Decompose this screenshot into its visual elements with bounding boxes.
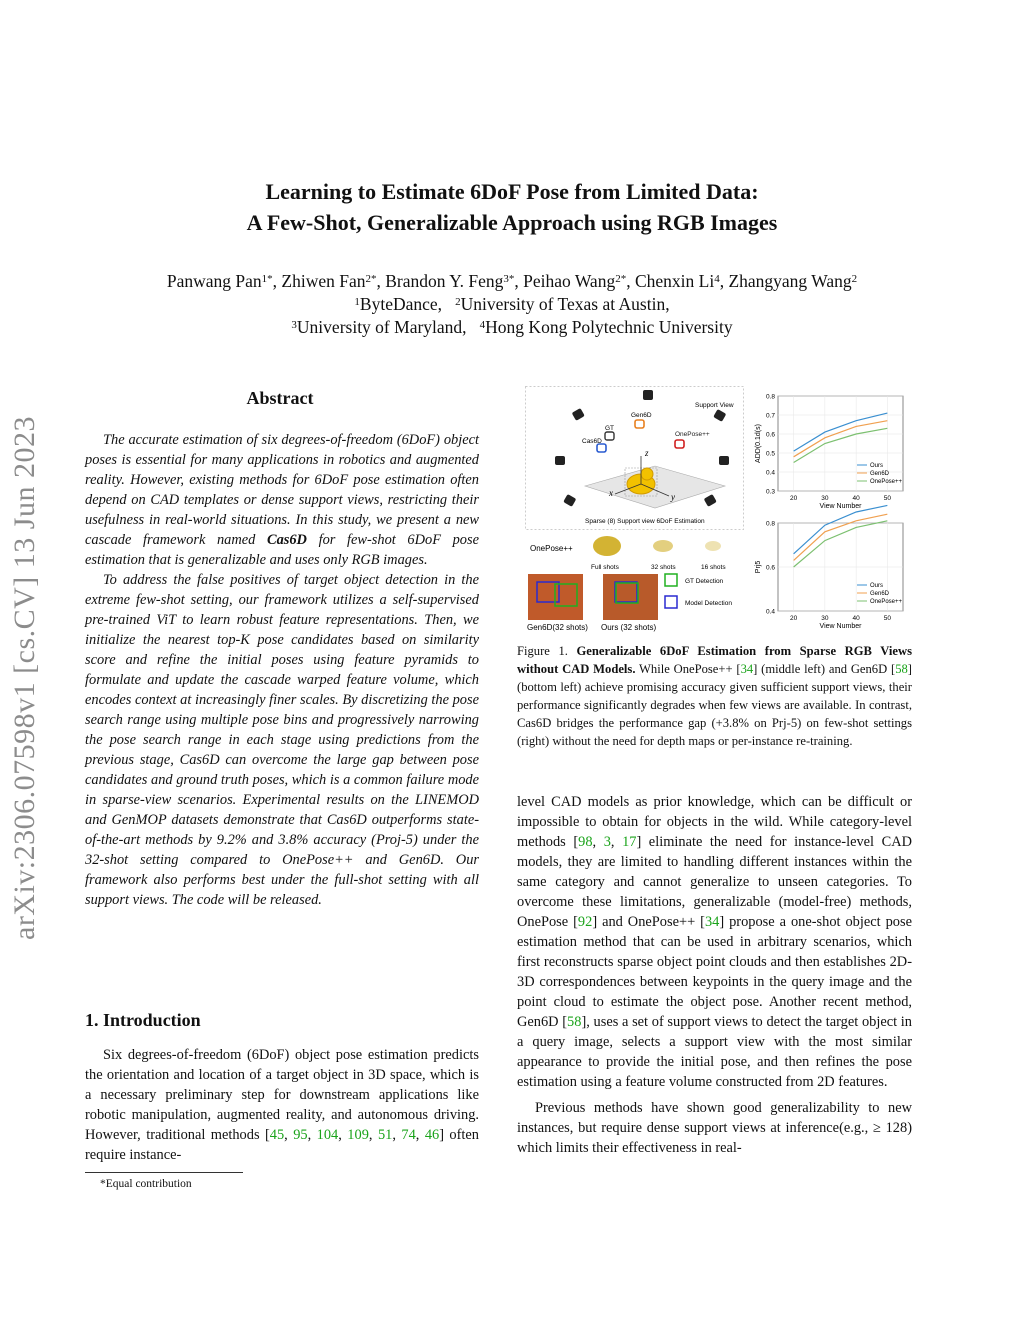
author-sup: 2* — [615, 273, 627, 285]
y-tick-label: 0.3 — [765, 488, 775, 496]
citation-link[interactable]: 98 — [578, 834, 593, 850]
camera-icon — [719, 456, 729, 465]
x-axis-label: View Number — [819, 623, 862, 630]
gen6d-label: Gen6D — [631, 412, 652, 419]
text: Six degrees-of-freedom (6DoF) object pose estimation predicts the orientation and location of a target object in 3D space, which is a necessary preliminary step for downstream applications like robotic manipulation, augmented reality, and autonomous driving. However, traditional methods [ — [85, 1047, 479, 1143]
y-tick-label: 0.6 — [765, 564, 775, 572]
citation-link[interactable]: 58 — [567, 1014, 582, 1030]
citation-link[interactable]: 46 — [424, 1127, 440, 1143]
abstract-paragraph-2: To address the false positives of target object detection in the extreme few-shot setting, our framework utilizes a self-supervised pre-trained ViT to learn robust feature representations. Then, we initialize the nearest top-K pose candidates based on similarity score and refine the initial poses using feature pyramids to formulate and update the cascade warped feature volume, which encodes context at increasingly finer scales. By discretizing the pose search range using multiple pose bins and progressively narrowing the pose search range in each stage using predictions from the previous stage, Cas6D can overcome the large gap between pose candidates and ground truth poses, which is a common failure mode in sparse-view scenarios. Experimental results on the LINEMOD and GenMOP datasets demonstrate that Cas6D outperforms state-of-the-art methods by 9.2% and 3.8% accuracy (Proj-5) under the 32-shot setting compared to OnePose++ and Gen6D. Our framework also performs best under the full-shot setting with all support views. The code will be released. — [85, 572, 479, 908]
author-sup: 2* — [365, 273, 377, 285]
citation-link[interactable]: 109 — [347, 1127, 369, 1143]
arxiv-identifier: arXiv:2306.07598v1 [cs.CV] 13 Jun 2023 — [8, 416, 41, 940]
gt-legend-box — [665, 574, 677, 586]
author: Zhangyang Wang — [728, 271, 852, 291]
legend-label: Gen6D — [870, 591, 890, 597]
author-block — [0, 270, 1024, 339]
text: ] often require instance- — [85, 1127, 480, 1163]
affiliations-line-2 — [0, 316, 1024, 339]
text: for few-shot 6DoF pose estimation that is generalizable and uses only RGB images. — [85, 532, 479, 568]
method-name: Cas6D — [266, 532, 307, 548]
camera-icon — [555, 456, 565, 465]
legend-label: OnePose++ — [870, 479, 903, 485]
x-tick-label: 50 — [883, 615, 891, 622]
author: Chenxin Li — [634, 271, 715, 291]
onepose-label: OnePose++ — [675, 431, 710, 438]
chart-prj5 — [755, 505, 903, 630]
y-tick-label: 0.5 — [765, 450, 775, 458]
legend-label: Ours — [870, 463, 884, 469]
y-axis-label: y — [671, 492, 675, 502]
sparse-support-label: Sparse (8) Support view 6DoF Estimation — [585, 518, 705, 525]
camera-icon — [704, 494, 717, 507]
x-tick-label: 20 — [790, 615, 798, 622]
legend-label: Ours — [870, 583, 884, 589]
point-cloud-16-shape — [705, 541, 721, 551]
duck-head — [641, 468, 653, 480]
author: Brandon Y. Feng — [385, 271, 504, 291]
caption-label: Figure 1. — [517, 644, 568, 658]
author: Peihao Wang — [523, 271, 616, 291]
right-paragraph-1: level CAD models as prior knowledge, which can be difficult or impossible to obtain for objects in the wild. While category-level methods [98, 3, 17] eliminate the need for instance-level CAD models, they are limited to handling different instances within the same category and cannot generalize to unseen categories. To overcome these limitations, generalizable (model-free) methods, OnePose [92] and OnePose++ [34] propose a one-shot object pose estimation method that can be used in arbitrary scenarios, which first reconstructs sparse object point clouds and then establishes 2D-3D correspondences between keypoints in the query image and the point cloud to estimate the object pose. Another recent method, Gen6D [58], uses a set of support views to detect the target object in a query image, selects a support view with the most similar appearance to provide the initial pose, and then refines the pose estimation using a feature volume constructed from 2D features. — [517, 794, 912, 1090]
shots-32-label: 32 shots — [651, 564, 676, 571]
right-paragraph-2: Previous methods have shown good generalizability to new instances, but require dense support views at inference(e.g., ≥ 128) which limits their effectiveness in real- — [517, 1100, 912, 1156]
abstract-paragraph-1 — [85, 430, 479, 570]
gen6d-32-label: Gen6D(32 shots) — [527, 623, 588, 632]
citation-link[interactable]: 95 — [293, 1127, 308, 1143]
x-tick-label: 50 — [883, 495, 891, 502]
ground-plane — [585, 466, 725, 508]
x-tick-label: 30 — [821, 495, 829, 502]
affiliation: Hong Kong Polytechnic University — [485, 317, 733, 337]
camera-icon — [643, 390, 653, 400]
y-tick-label: 0.6 — [765, 431, 775, 439]
aff-sup: 3 — [291, 319, 297, 331]
text: ] eliminate the need for instance-level CAD models, they are limited to handling different instances within the same category and cannot generalize to unseen categories. To overcome these limitations, generalizable (model-free) methods, OnePose [ — [517, 834, 912, 930]
title-line-1: Learning to Estimate 6DoF Pose from Limited Data: — [265, 179, 759, 204]
cas6d-camera-icon — [597, 444, 606, 452]
text: ] (middle left) and Gen6D [ — [753, 662, 896, 676]
paper-title — [0, 176, 1024, 238]
affiliation: University of Maryland, — [296, 317, 467, 337]
aff-sup: 2 — [455, 296, 461, 308]
citation-link[interactable]: 51 — [377, 1127, 393, 1143]
citation-link[interactable]: 58 — [895, 662, 908, 676]
legend-label: OnePose++ — [870, 599, 903, 605]
text: ], uses a set of support views to detect the target object in a query image, selects a support view with the most similar appearance to provide the initial pose, and then refines the pose estimation using a feature volume constructed from 2D features. — [517, 1014, 912, 1090]
citation-link[interactable]: 45 — [269, 1127, 285, 1143]
camera-icon — [572, 408, 585, 421]
ours-32-label: Ours (32 shots) — [601, 623, 657, 632]
chart-add — [755, 394, 903, 511]
affiliation: ByteDance, — [359, 294, 443, 314]
citation-link[interactable]: 92 — [577, 914, 593, 930]
model-detection-label: Model Detection — [685, 600, 732, 607]
citation-link[interactable]: 3 — [603, 834, 611, 850]
model-legend-box — [665, 596, 677, 608]
point-cloud-32 — [653, 540, 673, 552]
x-tick-label: 40 — [852, 615, 860, 622]
gt-detection-label: GT Detection — [685, 578, 724, 585]
x-axis-label: x — [609, 488, 613, 498]
ours-result-image — [603, 574, 658, 620]
y-axis-label: ADD(0.1d(s) — [755, 424, 762, 463]
figure-1 — [525, 386, 915, 636]
support-view-label: Support View — [695, 402, 734, 409]
onepose-row-label: OnePose++ — [530, 544, 573, 553]
legend-label: Gen6D — [870, 471, 890, 477]
title-line-2: A Few-Shot, Generalizable Approach using RGB Images — [246, 210, 778, 235]
y-tick-label: 0.8 — [765, 393, 775, 401]
aff-sup: 4 — [479, 319, 486, 331]
full-shots-label: Full shots — [591, 564, 619, 571]
gt-label: GT — [605, 425, 615, 432]
author-sup: 1* — [261, 273, 273, 285]
citation-link[interactable]: 34 — [740, 662, 754, 676]
aff-sup: 1 — [354, 296, 360, 308]
section-heading-introduction: 1. Introduction — [85, 1010, 201, 1030]
point-cloud-16 — [705, 541, 721, 551]
figure-caption — [517, 642, 912, 750]
gt-camera-icon — [605, 432, 614, 440]
y-tick-label: 0.7 — [765, 412, 775, 420]
cas6d-label: Cas6D — [582, 438, 602, 445]
y-tick-label: 0.4 — [765, 469, 775, 477]
shots-16-label: 16 shots — [701, 564, 726, 571]
abstract-body — [85, 430, 479, 910]
y-tick-label: 0.8 — [765, 520, 775, 528]
author-sup: 4 — [714, 273, 720, 285]
author-names: Panwang Pan$^{1*}$, Zhiwen Fan$^{2*}$, Brandon Y. Feng$^{3*}$, Peihao Wang$^{2*}$, Chenxin Li$^4$, Zhangyang Wang$^2$ — [166, 271, 858, 291]
right-column-body — [517, 792, 912, 1158]
z-axis-label: z — [645, 448, 649, 458]
x-tick-label: 40 — [852, 495, 860, 502]
abstract-heading: Abstract — [246, 388, 314, 408]
footnote: *Equal contribution — [100, 1178, 192, 1190]
gen6d-camera-icon — [635, 420, 644, 428]
onepose-camera-icon — [675, 440, 684, 448]
author-sup: 3* — [503, 273, 515, 285]
affiliation: University of Texas at Austin, — [460, 294, 670, 314]
text: ] (bottom left) achieve promising accuracy given sufficient support views, their performance significantly degrades when few views are available. In contrast, Cas6D bridges the performance gap (+3.8% on Prj-5) on few-shot settings (right) without the need for depth maps or per-instance re-training. — [517, 662, 912, 748]
text: The accurate estimation of six degrees-of-freedom (6DoF) object poses is essential for many applications in robotics and augmented reality. However, existing methods for 6DoF pose estimation often depend on CAD templates or dense support views, restricting their usefulness in real-world situations. In this study, we present a new cascade framework named — [85, 432, 479, 548]
footnote-rule — [85, 1172, 243, 1173]
introduction-body — [85, 1045, 479, 1165]
point-cloud-full — [593, 536, 621, 556]
citation-link[interactable]: 74 — [401, 1127, 416, 1143]
text: level CAD models as prior knowledge, which can be difficult or impossible to obtain for objects in the wild. While category-level methods [ — [517, 794, 912, 850]
author-sup: 2 — [851, 273, 858, 285]
y-tick-label: 0.4 — [765, 608, 775, 616]
point-cloud-full-shape — [593, 536, 621, 556]
camera-icon — [713, 409, 726, 422]
camera-icon — [563, 494, 576, 507]
citation-link[interactable]: 17 — [622, 834, 637, 850]
citation-link[interactable]: 34 — [704, 914, 720, 930]
text: ] propose a one-shot object pose estimation method that can be used in arbitrary scenarios, which first reconstructs sparse object point clouds and then establishes 2D-3D correspondences between keypoints in the query image and the point cloud to estimate the object pose. Another recent method, Gen6D [ — [517, 914, 912, 1030]
citation-link[interactable]: 104 — [316, 1127, 339, 1143]
point-cloud-32-shape — [653, 540, 673, 552]
author: Zhiwen Fan — [281, 271, 366, 291]
text: ] and OnePose++ [ — [592, 914, 705, 930]
intro-paragraph-1: Six degrees-of-freedom (6DoF) object pose estimation predicts the orientation and location of a target object in 3D space, which is a necessary preliminary step for downstream applications like robotic manipulation, augmented reality, and autonomous driving. However, traditional methods [45, 95, 104, 109, 51, 74, 46] often require instance- — [85, 1047, 480, 1163]
y-axis-label: Prj5 — [755, 560, 762, 574]
x-tick-label: 30 — [821, 615, 829, 622]
author: Panwang Pan — [166, 271, 262, 291]
text: While OnePose++ [ — [635, 662, 741, 676]
x-axis-label: View Number — [819, 503, 862, 510]
caption-title: Generalizable 6DoF Estimation from Sparse RGB Views without CAD Models. — [517, 644, 912, 676]
affiliations-line-1 — [0, 293, 1024, 316]
x-tick-label: 20 — [790, 495, 798, 502]
